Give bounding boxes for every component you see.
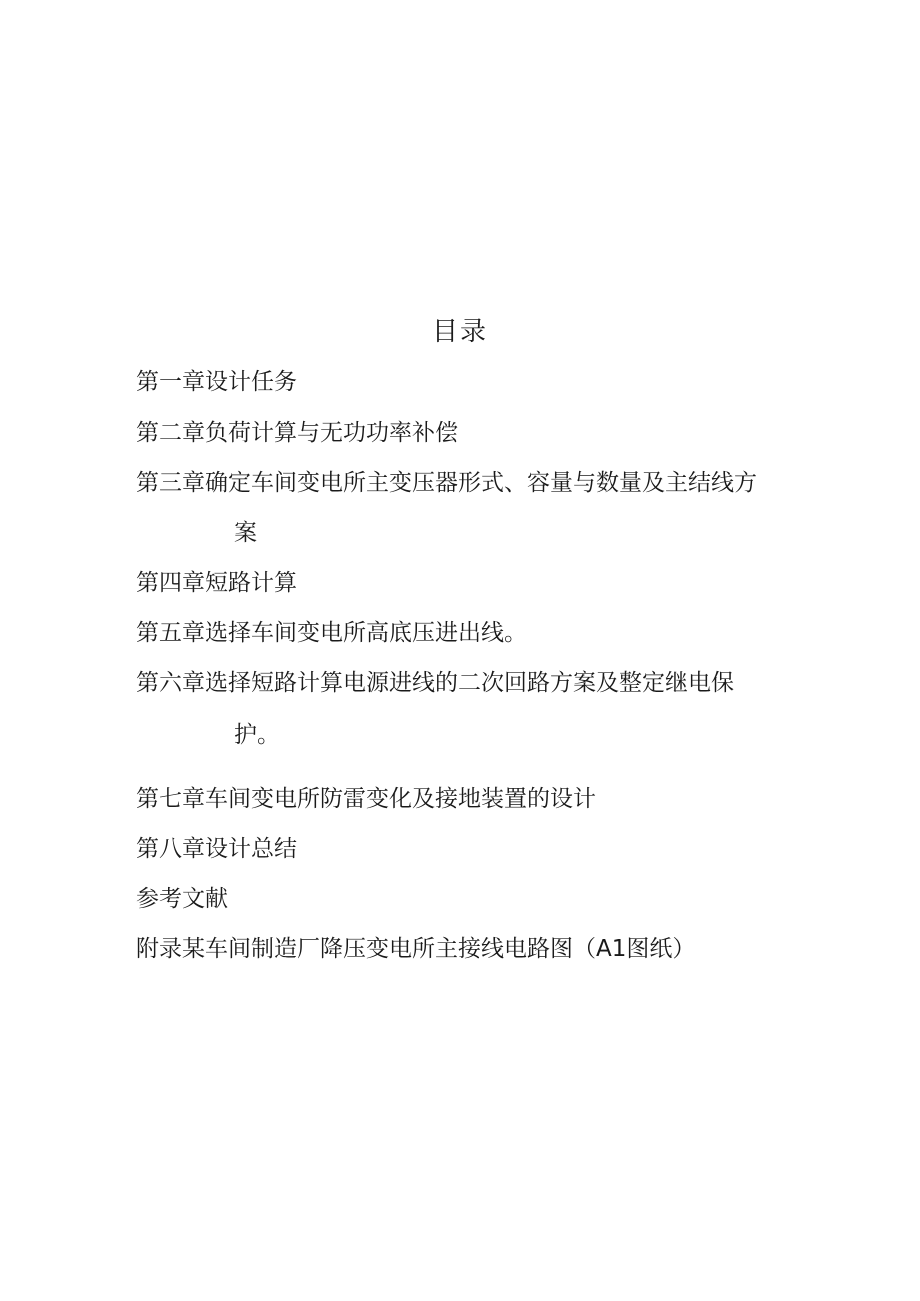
toc-entry-chapter-3-continued: 案 <box>234 520 257 546</box>
toc-entry-chapter-6: 第六章选择短路计算电源进线的二次回路方案及整定继电保 <box>136 670 734 696</box>
toc-entry-chapter-5: 第五章选择车间变电所高底压进出线。 <box>136 620 527 646</box>
toc-entry-appendix: 附录某车间制造厂降压变电所主接线电路图（A1图纸） <box>136 936 696 962</box>
toc-title: 目录 <box>431 317 488 347</box>
toc-entry-chapter-2: 第二章负荷计算与无功功率补偿 <box>136 420 458 446</box>
toc-entry-chapter-7: 第七章车间变电所防雷变化及接地装置的设计 <box>136 786 596 812</box>
toc-entry-references: 参考文献 <box>136 886 228 912</box>
toc-entry-chapter-8: 第八章设计总结 <box>136 836 297 862</box>
toc-entry-chapter-4: 第四章短路计算 <box>136 570 297 596</box>
toc-entry-chapter-3: 第三章确定车间变电所主变压器形式、容量与数量及主结线方 <box>136 470 757 496</box>
toc-entry-chapter-1: 第一章设计任务 <box>136 369 297 395</box>
toc-entry-chapter-6-continued: 护。 <box>234 722 280 748</box>
